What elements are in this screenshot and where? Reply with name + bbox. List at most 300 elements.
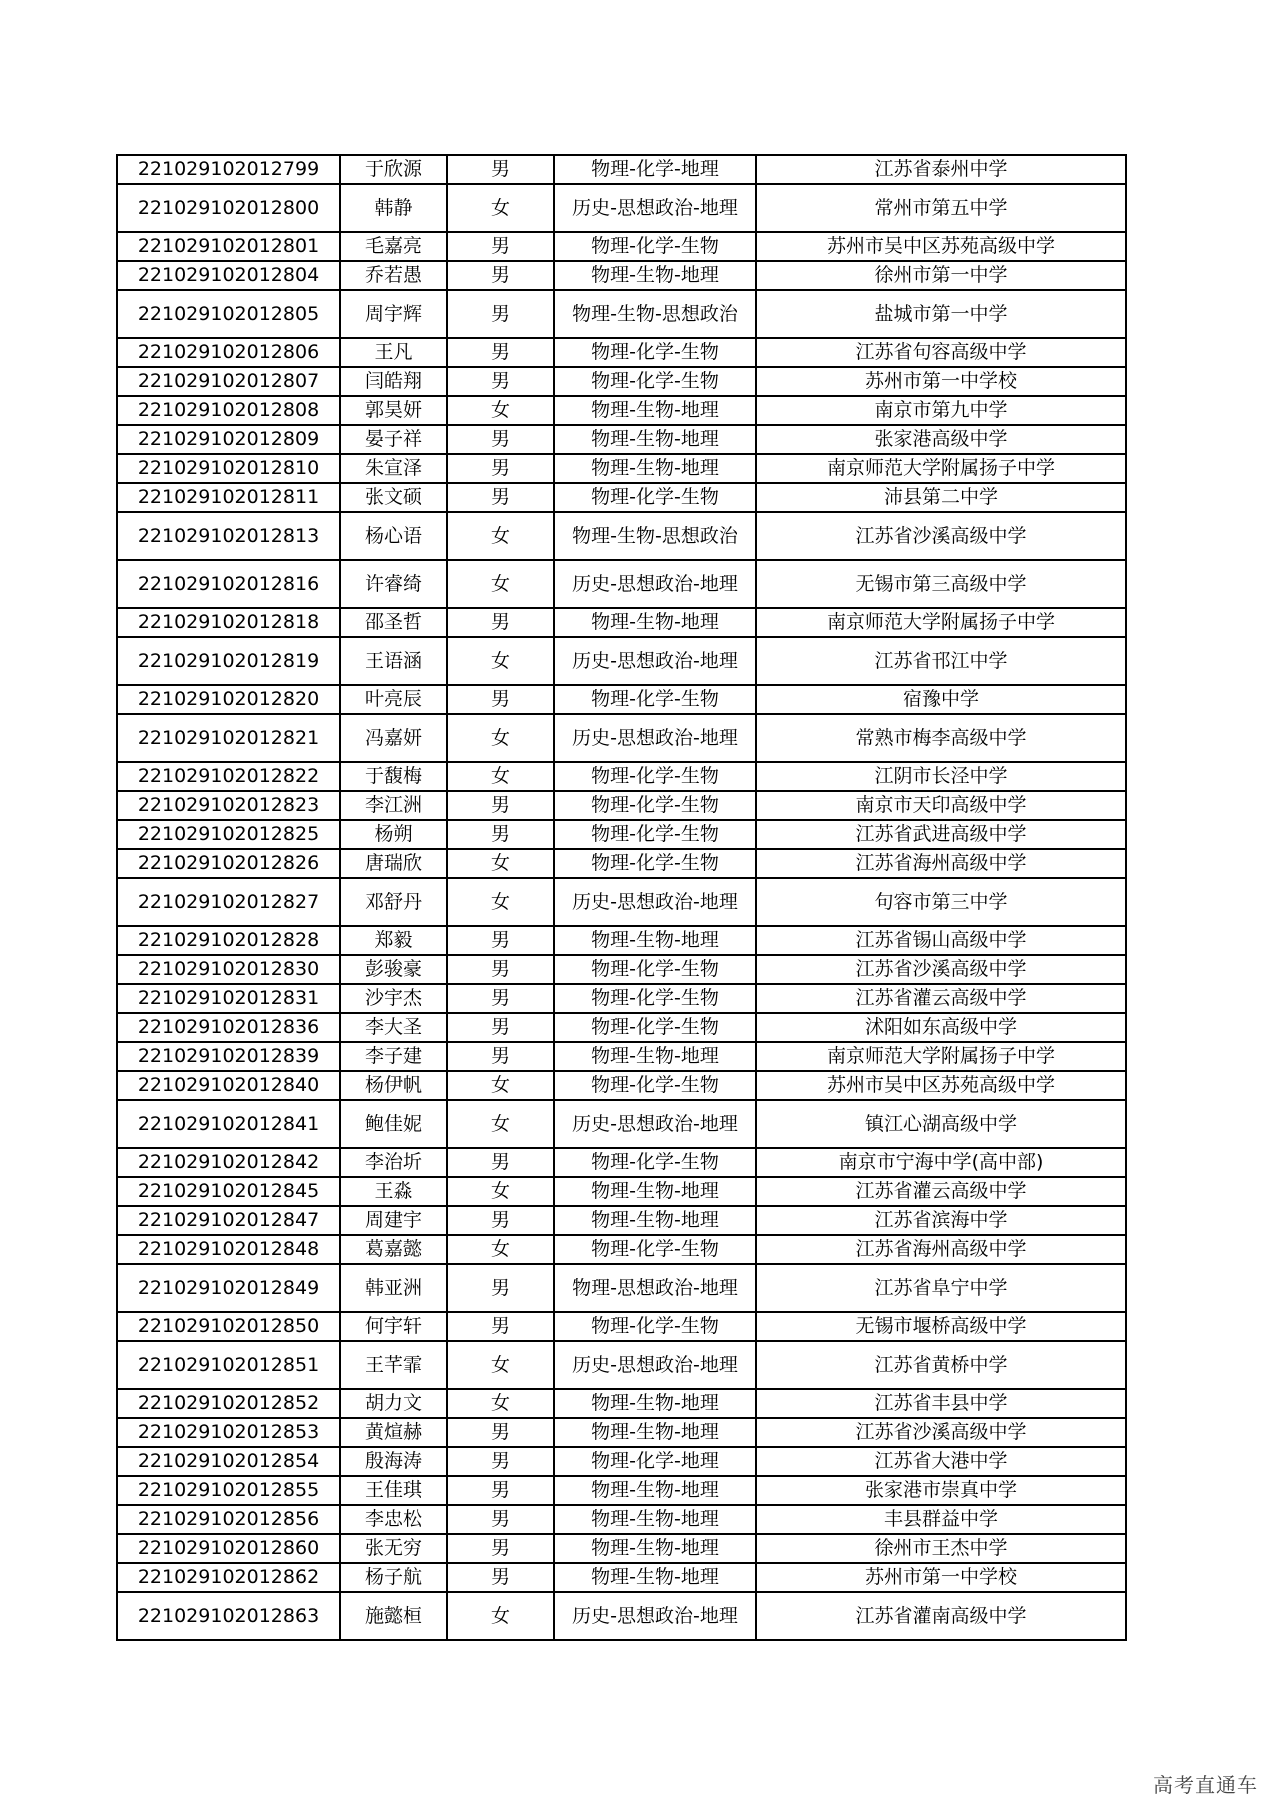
cell-subject-combination bbox=[554, 1341, 756, 1389]
table-row bbox=[117, 1312, 1126, 1341]
cell-school: 江阴市长泾中学 bbox=[756, 762, 1126, 791]
cell-subject-combination bbox=[554, 560, 756, 608]
subject-text: 物理-化学-生物 bbox=[591, 959, 719, 980]
cell-school: 南京师范大学附属扬子中学 bbox=[756, 1042, 1126, 1071]
cell-student-name: 杨朔 bbox=[340, 820, 447, 849]
table-row bbox=[117, 637, 1126, 685]
table-row bbox=[117, 1341, 1126, 1389]
cell-gender: 男 bbox=[447, 1563, 554, 1592]
subject-text: 历史-思想政治-地理 bbox=[572, 1354, 738, 1376]
cell-student-name: 于馥梅 bbox=[340, 762, 447, 791]
cell-subject-combination bbox=[554, 762, 756, 791]
cell-student-id: 221029102012800 bbox=[117, 184, 340, 232]
cell-student-name: 杨心语 bbox=[340, 512, 447, 560]
cell-school: 江苏省海州高级中学 bbox=[756, 849, 1126, 878]
cell-subject-combination bbox=[554, 1148, 756, 1177]
subject-text: 物理-生物-地理 bbox=[591, 1509, 719, 1530]
cell-student-id: 221029102012831 bbox=[117, 984, 340, 1013]
cell-subject-combination bbox=[554, 685, 756, 714]
subject-text: 物理-思想政治-地理 bbox=[572, 1277, 738, 1299]
table-row bbox=[117, 155, 1126, 184]
cell-school: 江苏省邗江中学 bbox=[756, 637, 1126, 685]
cell-gender: 女 bbox=[447, 560, 554, 608]
cell-school: 盐城市第一中学 bbox=[756, 290, 1126, 338]
subject-text: 物理-化学-地理 bbox=[591, 1451, 719, 1472]
subject-text: 物理-生物-地理 bbox=[591, 1393, 719, 1414]
cell-subject-combination bbox=[554, 1563, 756, 1592]
cell-student-name: 胡力文 bbox=[340, 1389, 447, 1418]
cell-subject-combination bbox=[554, 1264, 756, 1312]
cell-school: 江苏省灌南高级中学 bbox=[756, 1592, 1126, 1640]
cell-student-id: 221029102012825 bbox=[117, 820, 340, 849]
cell-student-name: 许睿绮 bbox=[340, 560, 447, 608]
cell-student-name: 施懿桓 bbox=[340, 1592, 447, 1640]
cell-subject-combination bbox=[554, 608, 756, 637]
cell-student-id: 221029102012805 bbox=[117, 290, 340, 338]
cell-school: 沭阳如东高级中学 bbox=[756, 1013, 1126, 1042]
cell-gender: 女 bbox=[447, 1071, 554, 1100]
cell-gender: 女 bbox=[447, 1389, 554, 1418]
cell-subject-combination bbox=[554, 261, 756, 290]
subject-text: 物理-化学-生物 bbox=[591, 1017, 719, 1038]
cell-student-id: 221029102012827 bbox=[117, 878, 340, 926]
cell-gender: 男 bbox=[447, 1013, 554, 1042]
cell-subject-combination bbox=[554, 926, 756, 955]
cell-gender: 男 bbox=[447, 454, 554, 483]
cell-subject-combination bbox=[554, 290, 756, 338]
cell-gender: 男 bbox=[447, 1206, 554, 1235]
cell-student-id: 221029102012853 bbox=[117, 1418, 340, 1447]
cell-student-id: 221029102012801 bbox=[117, 232, 340, 261]
cell-subject-combination bbox=[554, 637, 756, 685]
cell-student-name: 葛嘉懿 bbox=[340, 1235, 447, 1264]
subject-text: 物理-生物-地理 bbox=[591, 1567, 719, 1588]
cell-gender: 男 bbox=[447, 685, 554, 714]
cell-student-id: 221029102012852 bbox=[117, 1389, 340, 1418]
table-row bbox=[117, 820, 1126, 849]
table-row bbox=[117, 338, 1126, 367]
cell-school: 丰县群益中学 bbox=[756, 1505, 1126, 1534]
cell-student-name: 王佳琪 bbox=[340, 1476, 447, 1505]
cell-school: 江苏省沙溪高级中学 bbox=[756, 955, 1126, 984]
cell-student-name: 王语涵 bbox=[340, 637, 447, 685]
cell-subject-combination bbox=[554, 338, 756, 367]
cell-subject-combination bbox=[554, 1389, 756, 1418]
cell-school: 江苏省海州高级中学 bbox=[756, 1235, 1126, 1264]
cell-gender: 女 bbox=[447, 1177, 554, 1206]
cell-student-name: 李治圻 bbox=[340, 1148, 447, 1177]
cell-gender: 男 bbox=[447, 1505, 554, 1534]
cell-student-name: 唐瑞欣 bbox=[340, 849, 447, 878]
cell-subject-combination bbox=[554, 1235, 756, 1264]
cell-gender: 男 bbox=[447, 155, 554, 184]
cell-gender: 女 bbox=[447, 1100, 554, 1148]
cell-subject-combination bbox=[554, 820, 756, 849]
cell-subject-combination bbox=[554, 1447, 756, 1476]
cell-student-id: 221029102012840 bbox=[117, 1071, 340, 1100]
table-row bbox=[117, 184, 1126, 232]
cell-subject-combination bbox=[554, 1206, 756, 1235]
cell-student-name: 邵圣哲 bbox=[340, 608, 447, 637]
cell-gender: 女 bbox=[447, 849, 554, 878]
cell-student-name: 叶亮辰 bbox=[340, 685, 447, 714]
subject-text: 物理-生物-地理 bbox=[591, 1480, 719, 1501]
table-row bbox=[117, 232, 1126, 261]
cell-gender: 男 bbox=[447, 290, 554, 338]
cell-student-id: 221029102012818 bbox=[117, 608, 340, 637]
cell-gender: 女 bbox=[447, 762, 554, 791]
cell-school: 沛县第二中学 bbox=[756, 483, 1126, 512]
cell-school: 常熟市梅李高级中学 bbox=[756, 714, 1126, 762]
cell-student-id: 221029102012813 bbox=[117, 512, 340, 560]
cell-school: 苏州市第一中学校 bbox=[756, 1563, 1126, 1592]
cell-gender: 男 bbox=[447, 483, 554, 512]
cell-school: 常州市第五中学 bbox=[756, 184, 1126, 232]
cell-student-id: 221029102012823 bbox=[117, 791, 340, 820]
cell-student-id: 221029102012847 bbox=[117, 1206, 340, 1235]
cell-student-name: 鲍佳妮 bbox=[340, 1100, 447, 1148]
cell-subject-combination bbox=[554, 1418, 756, 1447]
cell-student-id: 221029102012826 bbox=[117, 849, 340, 878]
cell-student-id: 221029102012845 bbox=[117, 1177, 340, 1206]
subject-text: 物理-化学-生物 bbox=[591, 1075, 719, 1096]
table-row bbox=[117, 1563, 1126, 1592]
subject-text: 历史-思想政治-地理 bbox=[572, 197, 738, 219]
table-row bbox=[117, 512, 1126, 560]
cell-subject-combination bbox=[554, 396, 756, 425]
cell-student-name: 周宇辉 bbox=[340, 290, 447, 338]
subject-text: 物理-化学-生物 bbox=[591, 795, 719, 816]
cell-school: 无锡市第三高级中学 bbox=[756, 560, 1126, 608]
subject-text: 物理-生物-地理 bbox=[591, 1422, 719, 1443]
cell-subject-combination bbox=[554, 1534, 756, 1563]
cell-subject-combination bbox=[554, 512, 756, 560]
cell-gender: 女 bbox=[447, 1235, 554, 1264]
cell-student-id: 221029102012848 bbox=[117, 1235, 340, 1264]
cell-school: 句容市第三中学 bbox=[756, 878, 1126, 926]
cell-student-name: 张文硕 bbox=[340, 483, 447, 512]
cell-subject-combination bbox=[554, 454, 756, 483]
cell-student-name: 毛嘉亮 bbox=[340, 232, 447, 261]
cell-gender: 男 bbox=[447, 984, 554, 1013]
subject-text: 历史-思想政治-地理 bbox=[572, 1605, 738, 1627]
cell-subject-combination bbox=[554, 1505, 756, 1534]
cell-student-name: 郑毅 bbox=[340, 926, 447, 955]
cell-student-name: 杨伊帆 bbox=[340, 1071, 447, 1100]
cell-student-id: 221029102012804 bbox=[117, 261, 340, 290]
cell-gender: 男 bbox=[447, 1534, 554, 1563]
subject-text: 物理-生物-地理 bbox=[591, 458, 719, 479]
cell-student-id: 221029102012799 bbox=[117, 155, 340, 184]
cell-subject-combination bbox=[554, 849, 756, 878]
cell-school: 江苏省丰县中学 bbox=[756, 1389, 1126, 1418]
table-row bbox=[117, 560, 1126, 608]
table-row bbox=[117, 926, 1126, 955]
cell-subject-combination bbox=[554, 714, 756, 762]
table-row bbox=[117, 955, 1126, 984]
cell-student-name: 周建宇 bbox=[340, 1206, 447, 1235]
cell-school: 徐州市第一中学 bbox=[756, 261, 1126, 290]
cell-school: 江苏省沙溪高级中学 bbox=[756, 512, 1126, 560]
cell-school: 南京市第九中学 bbox=[756, 396, 1126, 425]
table-row bbox=[117, 1592, 1126, 1640]
cell-student-name: 王芊霏 bbox=[340, 1341, 447, 1389]
cell-student-name: 邓舒丹 bbox=[340, 878, 447, 926]
cell-school: 江苏省句容高级中学 bbox=[756, 338, 1126, 367]
cell-subject-combination bbox=[554, 184, 756, 232]
table-row bbox=[117, 290, 1126, 338]
cell-school: 江苏省大港中学 bbox=[756, 1447, 1126, 1476]
subject-text: 物理-生物-地理 bbox=[591, 1210, 719, 1231]
cell-subject-combination bbox=[554, 1071, 756, 1100]
cell-gender: 女 bbox=[447, 1592, 554, 1640]
cell-subject-combination bbox=[554, 878, 756, 926]
roster-body bbox=[117, 155, 1126, 1640]
cell-gender: 男 bbox=[447, 1312, 554, 1341]
subject-text: 物理-化学-生物 bbox=[591, 689, 719, 710]
table-row bbox=[117, 685, 1126, 714]
table-row bbox=[117, 1206, 1126, 1235]
cell-gender: 男 bbox=[447, 1447, 554, 1476]
table-row bbox=[117, 1389, 1126, 1418]
cell-gender: 男 bbox=[447, 926, 554, 955]
cell-school: 徐州市王杰中学 bbox=[756, 1534, 1126, 1563]
cell-school: 江苏省黄桥中学 bbox=[756, 1341, 1126, 1389]
cell-subject-combination bbox=[554, 1013, 756, 1042]
cell-student-id: 221029102012862 bbox=[117, 1563, 340, 1592]
subject-text: 物理-生物-地理 bbox=[591, 930, 719, 951]
cell-student-id: 221029102012855 bbox=[117, 1476, 340, 1505]
cell-gender: 女 bbox=[447, 637, 554, 685]
cell-student-name: 于欣源 bbox=[340, 155, 447, 184]
subject-text: 物理-化学-生物 bbox=[591, 853, 719, 874]
cell-school: 江苏省锡山高级中学 bbox=[756, 926, 1126, 955]
table-row bbox=[117, 1013, 1126, 1042]
subject-text: 物理-化学-地理 bbox=[591, 159, 719, 180]
subject-text: 物理-化学-生物 bbox=[591, 1152, 719, 1173]
cell-subject-combination bbox=[554, 791, 756, 820]
subject-text: 物理-生物-地理 bbox=[591, 1538, 719, 1559]
cell-gender: 女 bbox=[447, 714, 554, 762]
cell-student-id: 221029102012822 bbox=[117, 762, 340, 791]
table-row bbox=[117, 849, 1126, 878]
cell-student-name: 乔若愚 bbox=[340, 261, 447, 290]
table-row bbox=[117, 1148, 1126, 1177]
cell-gender: 女 bbox=[447, 396, 554, 425]
cell-student-id: 221029102012854 bbox=[117, 1447, 340, 1476]
table-row bbox=[117, 1476, 1126, 1505]
table-row bbox=[117, 425, 1126, 454]
cell-student-name: 王凡 bbox=[340, 338, 447, 367]
cell-gender: 女 bbox=[447, 512, 554, 560]
subject-text: 物理-生物-地理 bbox=[591, 429, 719, 450]
table-row bbox=[117, 791, 1126, 820]
cell-gender: 男 bbox=[447, 791, 554, 820]
subject-text: 物理-化学-生物 bbox=[591, 766, 719, 787]
cell-student-id: 221029102012809 bbox=[117, 425, 340, 454]
cell-student-name: 彭骏豪 bbox=[340, 955, 447, 984]
table-row bbox=[117, 1100, 1126, 1148]
cell-subject-combination bbox=[554, 483, 756, 512]
cell-student-id: 221029102012849 bbox=[117, 1264, 340, 1312]
subject-text: 物理-化学-生物 bbox=[591, 988, 719, 1009]
cell-school: 镇江心湖高级中学 bbox=[756, 1100, 1126, 1148]
cell-student-id: 221029102012841 bbox=[117, 1100, 340, 1148]
cell-school: 江苏省阜宁中学 bbox=[756, 1264, 1126, 1312]
cell-subject-combination bbox=[554, 155, 756, 184]
cell-school: 南京市宁海中学(高中部) bbox=[756, 1148, 1126, 1177]
cell-student-name: 闫皓翔 bbox=[340, 367, 447, 396]
table-row bbox=[117, 483, 1126, 512]
cell-school: 南京市天印高级中学 bbox=[756, 791, 1126, 820]
subject-text: 历史-思想政治-地理 bbox=[572, 573, 738, 595]
cell-school: 苏州市第一中学校 bbox=[756, 367, 1126, 396]
cell-school: 张家港高级中学 bbox=[756, 425, 1126, 454]
cell-school: 南京师范大学附属扬子中学 bbox=[756, 608, 1126, 637]
cell-student-id: 221029102012856 bbox=[117, 1505, 340, 1534]
cell-student-name: 韩亚洲 bbox=[340, 1264, 447, 1312]
subject-text: 物理-生物-地理 bbox=[591, 1046, 719, 1067]
cell-subject-combination bbox=[554, 1100, 756, 1148]
cell-student-id: 221029102012819 bbox=[117, 637, 340, 685]
subject-text: 历史-思想政治-地理 bbox=[572, 727, 738, 749]
table-row bbox=[117, 878, 1126, 926]
cell-student-id: 221029102012850 bbox=[117, 1312, 340, 1341]
cell-subject-combination bbox=[554, 955, 756, 984]
cell-gender: 男 bbox=[447, 608, 554, 637]
cell-school: 江苏省灌云高级中学 bbox=[756, 1177, 1126, 1206]
cell-school: 江苏省滨海中学 bbox=[756, 1206, 1126, 1235]
subject-text: 物理-化学-生物 bbox=[591, 342, 719, 363]
cell-student-name: 沙宇杰 bbox=[340, 984, 447, 1013]
cell-student-name: 黄煊赫 bbox=[340, 1418, 447, 1447]
cell-school: 张家港市崇真中学 bbox=[756, 1476, 1126, 1505]
cell-subject-combination bbox=[554, 1177, 756, 1206]
table-row bbox=[117, 762, 1126, 791]
student-roster-table bbox=[116, 154, 1127, 1641]
cell-student-id: 221029102012821 bbox=[117, 714, 340, 762]
subject-text: 历史-思想政治-地理 bbox=[572, 891, 738, 913]
cell-student-id: 221029102012851 bbox=[117, 1341, 340, 1389]
table-row bbox=[117, 1418, 1126, 1447]
table-row bbox=[117, 1447, 1126, 1476]
cell-student-name: 朱宣泽 bbox=[340, 454, 447, 483]
subject-text: 历史-思想政治-地理 bbox=[572, 650, 738, 672]
subject-text: 历史-思想政治-地理 bbox=[572, 1113, 738, 1135]
cell-gender: 男 bbox=[447, 820, 554, 849]
cell-student-name: 郭昊妍 bbox=[340, 396, 447, 425]
table-row bbox=[117, 714, 1126, 762]
cell-gender: 男 bbox=[447, 1418, 554, 1447]
cell-student-id: 221029102012820 bbox=[117, 685, 340, 714]
cell-school: 江苏省泰州中学 bbox=[756, 155, 1126, 184]
cell-student-name: 冯嘉妍 bbox=[340, 714, 447, 762]
subject-text: 物理-生物-思想政治 bbox=[572, 525, 738, 547]
cell-gender: 男 bbox=[447, 1476, 554, 1505]
cell-gender: 男 bbox=[447, 338, 554, 367]
table-row bbox=[117, 367, 1126, 396]
cell-school: 苏州市吴中区苏苑高级中学 bbox=[756, 1071, 1126, 1100]
cell-student-id: 221029102012816 bbox=[117, 560, 340, 608]
cell-gender: 男 bbox=[447, 367, 554, 396]
cell-subject-combination bbox=[554, 367, 756, 396]
table-row bbox=[117, 1177, 1126, 1206]
table-row bbox=[117, 1534, 1126, 1563]
table-row bbox=[117, 396, 1126, 425]
cell-subject-combination bbox=[554, 1592, 756, 1640]
cell-student-name: 何宇轩 bbox=[340, 1312, 447, 1341]
cell-subject-combination bbox=[554, 425, 756, 454]
cell-student-id: 221029102012839 bbox=[117, 1042, 340, 1071]
cell-school: 江苏省沙溪高级中学 bbox=[756, 1418, 1126, 1447]
cell-student-id: 221029102012863 bbox=[117, 1592, 340, 1640]
table-row bbox=[117, 1071, 1126, 1100]
cell-school: 苏州市吴中区苏苑高级中学 bbox=[756, 232, 1126, 261]
cell-school: 无锡市堰桥高级中学 bbox=[756, 1312, 1126, 1341]
cell-subject-combination bbox=[554, 984, 756, 1013]
table-row bbox=[117, 984, 1126, 1013]
cell-student-id: 221029102012807 bbox=[117, 367, 340, 396]
cell-student-name: 韩静 bbox=[340, 184, 447, 232]
cell-student-name: 李子建 bbox=[340, 1042, 447, 1071]
cell-student-id: 221029102012811 bbox=[117, 483, 340, 512]
subject-text: 物理-生物-地理 bbox=[591, 612, 719, 633]
cell-student-name: 张无穷 bbox=[340, 1534, 447, 1563]
cell-school: 江苏省灌云高级中学 bbox=[756, 984, 1126, 1013]
cell-student-name: 李忠松 bbox=[340, 1505, 447, 1534]
cell-student-id: 221029102012860 bbox=[117, 1534, 340, 1563]
cell-gender: 女 bbox=[447, 878, 554, 926]
subject-text: 物理-生物-地理 bbox=[591, 400, 719, 421]
cell-student-name: 杨子航 bbox=[340, 1563, 447, 1592]
subject-text: 物理-化学-生物 bbox=[591, 487, 719, 508]
table-row bbox=[117, 261, 1126, 290]
cell-student-name: 李大圣 bbox=[340, 1013, 447, 1042]
cell-gender: 男 bbox=[447, 232, 554, 261]
cell-gender: 男 bbox=[447, 261, 554, 290]
cell-student-id: 221029102012830 bbox=[117, 955, 340, 984]
cell-school: 南京师范大学附属扬子中学 bbox=[756, 454, 1126, 483]
cell-student-id: 221029102012828 bbox=[117, 926, 340, 955]
subject-text: 物理-生物-地理 bbox=[591, 1181, 719, 1202]
cell-student-id: 221029102012842 bbox=[117, 1148, 340, 1177]
subject-text: 物理-化学-生物 bbox=[591, 824, 719, 845]
subject-text: 物理-生物-地理 bbox=[591, 265, 719, 286]
subject-text: 物理-化学-生物 bbox=[591, 1316, 719, 1337]
table-row bbox=[117, 1264, 1126, 1312]
subject-text: 物理-化学-生物 bbox=[591, 236, 719, 257]
cell-subject-combination bbox=[554, 1312, 756, 1341]
cell-gender: 男 bbox=[447, 955, 554, 984]
cell-gender: 男 bbox=[447, 1042, 554, 1071]
table-row bbox=[117, 454, 1126, 483]
cell-school: 宿豫中学 bbox=[756, 685, 1126, 714]
cell-student-name: 王淼 bbox=[340, 1177, 447, 1206]
table-row bbox=[117, 1505, 1126, 1534]
watermark-text: 高考直通车 bbox=[1153, 1773, 1258, 1797]
cell-gender: 男 bbox=[447, 1264, 554, 1312]
cell-student-id: 221029102012806 bbox=[117, 338, 340, 367]
table-row bbox=[117, 1042, 1126, 1071]
cell-student-name: 晏子祥 bbox=[340, 425, 447, 454]
table-row bbox=[117, 608, 1126, 637]
subject-text: 物理-化学-生物 bbox=[591, 371, 719, 392]
subject-text: 物理-生物-思想政治 bbox=[572, 303, 738, 325]
cell-student-id: 221029102012810 bbox=[117, 454, 340, 483]
cell-gender: 男 bbox=[447, 1148, 554, 1177]
cell-subject-combination bbox=[554, 232, 756, 261]
cell-student-id: 221029102012836 bbox=[117, 1013, 340, 1042]
